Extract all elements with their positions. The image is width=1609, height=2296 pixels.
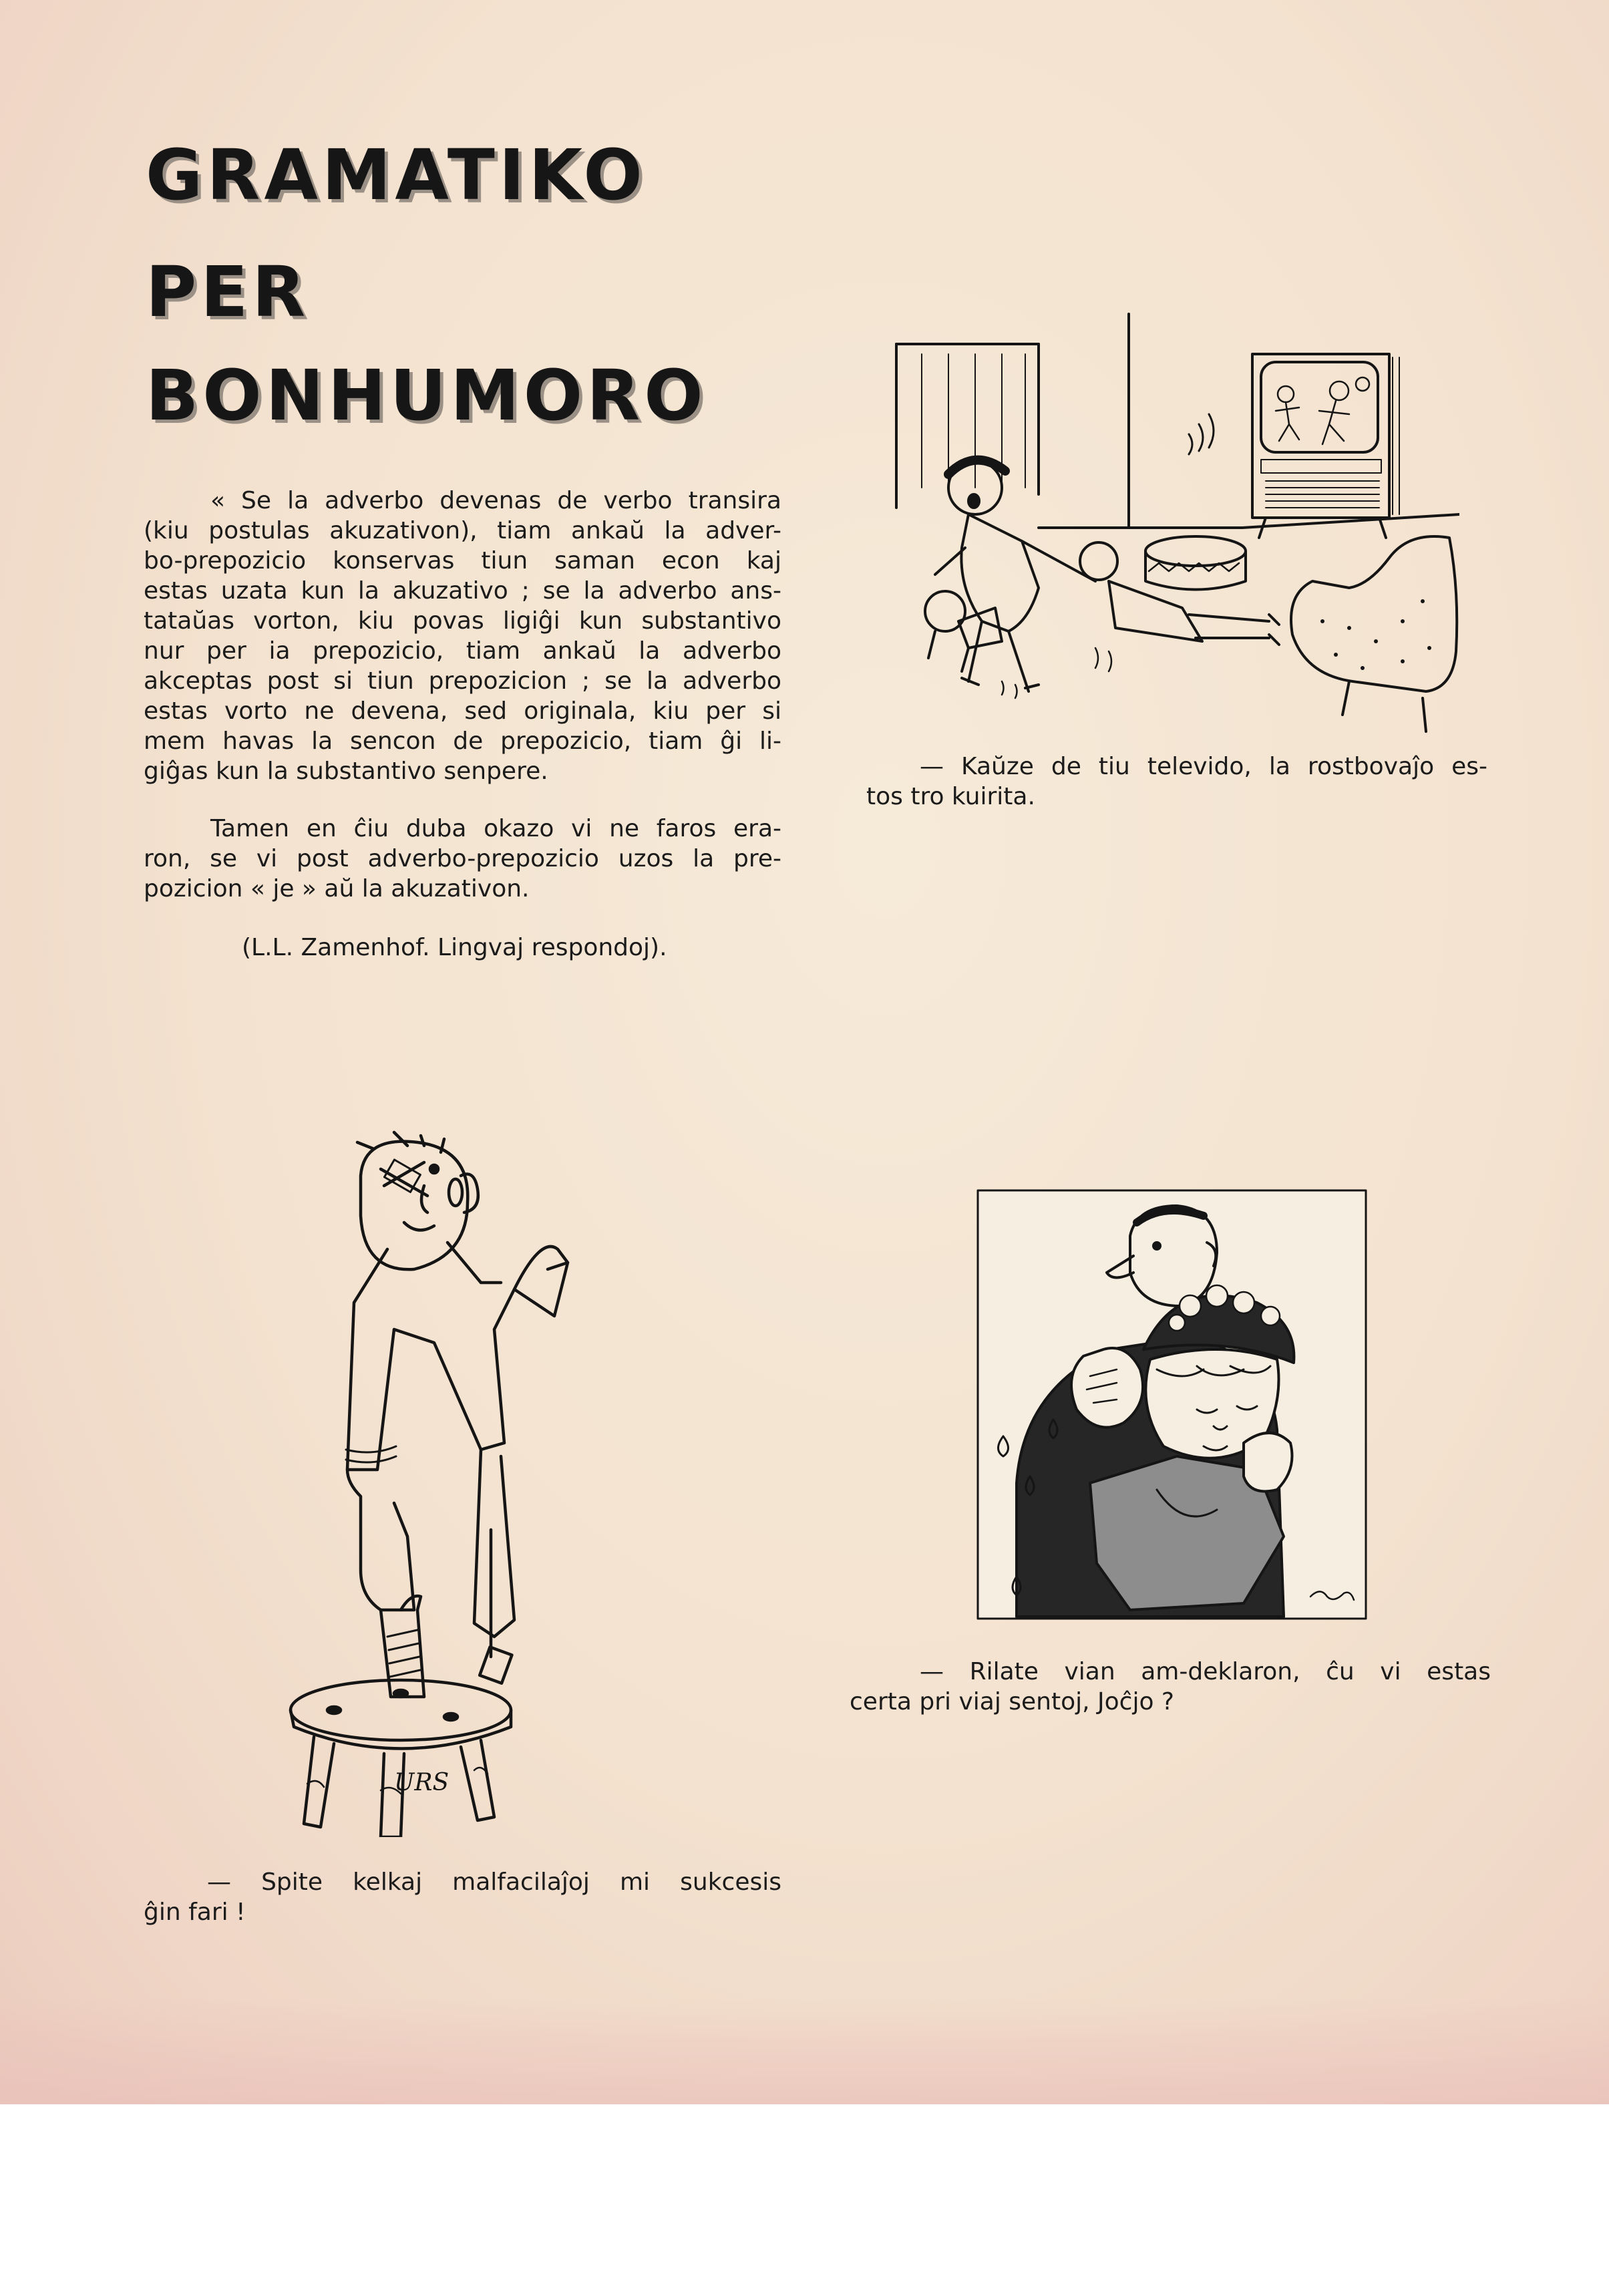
tv-cartoon-caption — [866, 752, 1487, 812]
caption-line: — Rilate vian am-deklaron, ĉu vi estas — [920, 1658, 1491, 1685]
citation: (L.L. Zamenhof. Lingvaj respondoj). — [242, 934, 667, 961]
tv-living-room-cartoon-icon — [895, 307, 1459, 735]
paragraph-line: nur per ia prepozicio, tiam ankaŭ la adverbo — [144, 637, 781, 665]
paragraph-line: ron, se vi post adverbo-prepozicio uzos la pre- — [144, 845, 781, 872]
couple-cartoon-icon — [976, 1189, 1367, 1620]
paragraph-line: « Se la adverbo devenas de verbo transira — [210, 487, 781, 514]
bandaged-man-stool-cartoon-icon — [281, 1129, 668, 1837]
paragraph-line: (kiu postulas akuzativon), tiam ankaŭ la adver- — [144, 517, 781, 544]
paragraph-line: giĝas kun la substantivo senpere. — [144, 758, 548, 785]
caption-line: tos tro kuirita. — [866, 783, 1035, 810]
paragraph-line: estas vorto ne devena, sed originala, kiu per si — [144, 697, 781, 725]
stool-cartoon-caption — [144, 1867, 781, 1927]
title-line-1: GRAMATIKO — [146, 134, 647, 216]
caption-line: — Kaŭze de tiu televido, la rostbovaĵo es- — [920, 753, 1487, 780]
artist-signature: URS — [394, 1769, 450, 1796]
article-paragraph-2 — [144, 814, 781, 904]
caption-line: — Spite kelkaj malfacilaĵoj mi sukcesis — [207, 1868, 781, 1896]
caption-line: ĝin fari ! — [144, 1899, 246, 1926]
paragraph-line: akceptas post si tiun prepozicion ; se la adverbo — [144, 667, 781, 695]
title-line-3: BONHUMORO — [146, 355, 707, 436]
paragraph-line: tataŭas vorton, kiu povas ligiĝi kun substantivo — [144, 607, 781, 635]
paragraph-line: pozicion « je » aŭ la akuzativon. — [144, 875, 530, 903]
paragraph-line: bo-prepozicio konservas tiun saman econ kaj — [144, 547, 781, 575]
article-paragraph-1 — [144, 486, 781, 786]
title-line-2: PER — [146, 251, 310, 333]
paragraph-line: estas uzata kun la akuzativo ; se la adverbo ans- — [144, 577, 781, 605]
paragraph-line: mem havas la sencon de prepozicio, tiam ĝi li- — [144, 727, 781, 755]
couple-cartoon-caption — [850, 1657, 1491, 1717]
paragraph-line: Tamen en ĉiu duba okazo vi ne faros era- — [210, 815, 781, 842]
caption-line: certa pri viaj sentoj, Joĉjo ? — [850, 1688, 1175, 1715]
